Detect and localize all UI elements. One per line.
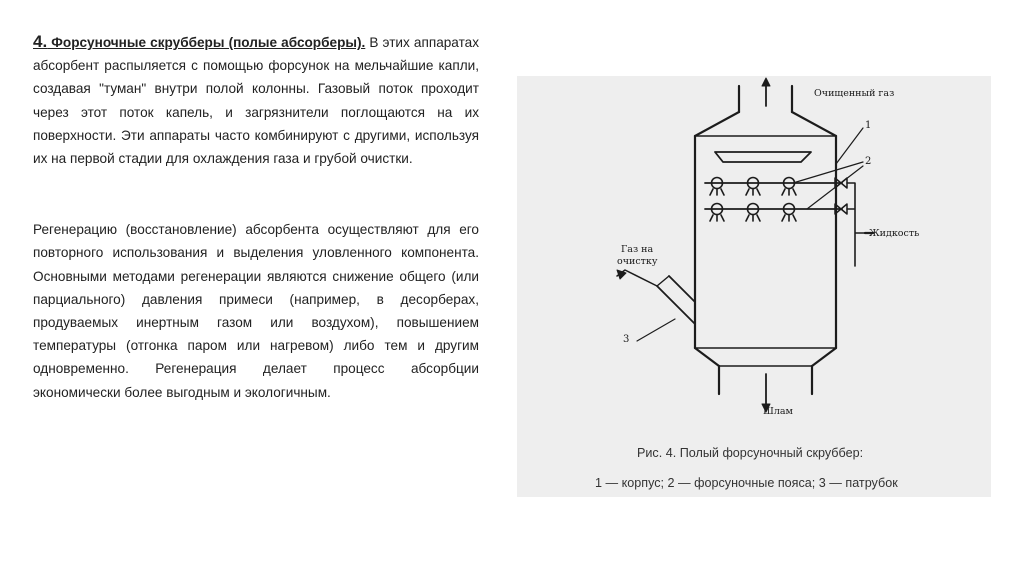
label-gas-in-1: Газ на [621, 244, 654, 255]
scrubber-diagram [517, 76, 991, 497]
leader-3 [637, 319, 675, 341]
label-clean-gas: Очищенный газ [814, 88, 895, 99]
caption-line-2: 1 — корпус; 2 — форсуночные пояса; 3 — патрубок [595, 476, 898, 490]
label-num-1: 1 [865, 120, 872, 131]
scrubber-figure [517, 76, 991, 497]
text-column [33, 30, 479, 404]
label-sludge: Шлам [763, 406, 793, 417]
column-body [695, 136, 836, 348]
label-liquid: Жидкость [869, 228, 920, 239]
liquid-feed-line [847, 183, 865, 266]
upper-cone [695, 112, 836, 136]
paragraph-2: Регенерацию (восстановление) абсорбента осуществляют для его повторного использования и выделения уловленного компонента. Основными методами регенерации являются снижение общего (или парциального) давления примеси (например, в десорберах, продуваемых инертным газом или воздухом), повышением температуры (отгонка паром или нагревом) либо тем и другим одновременно. Регенерация делает процесс абсорбции экономически более выгодным и экологичным. [33, 222, 479, 400]
paragraph-1-text: В этих аппаратах абсорбент распыляется с помощью форсунок на мельчайшие капли, создавая "туман" внутри полой колонны. Газовый поток проходит через этот поток капель, и загрязнители поглощаются на их поверхности. Эти аппараты часто комбинируют с другими, используя их на первой стадии для охлаждения газа и грубой очистки. [33, 35, 479, 167]
nozzle-row-1 [710, 178, 796, 196]
paragraph-1 [33, 30, 479, 170]
lower-cone [695, 348, 836, 366]
gas-inlet-pipe [657, 276, 695, 324]
leader-1 [836, 128, 863, 164]
section-number: 4. [33, 32, 48, 51]
nozzle-row-2 [710, 204, 796, 222]
section-title: Форсуночные скрубберы (полые абсорберы). [47, 35, 366, 50]
label-num-3: 3 [623, 334, 630, 345]
label-gas-in-2: очистку [617, 256, 658, 267]
label-num-2: 2 [865, 156, 872, 167]
leader-2 [793, 162, 863, 209]
caption-line-1: Рис. 4. Полый форсуночный скруббер: [637, 446, 864, 460]
demister [715, 152, 811, 162]
